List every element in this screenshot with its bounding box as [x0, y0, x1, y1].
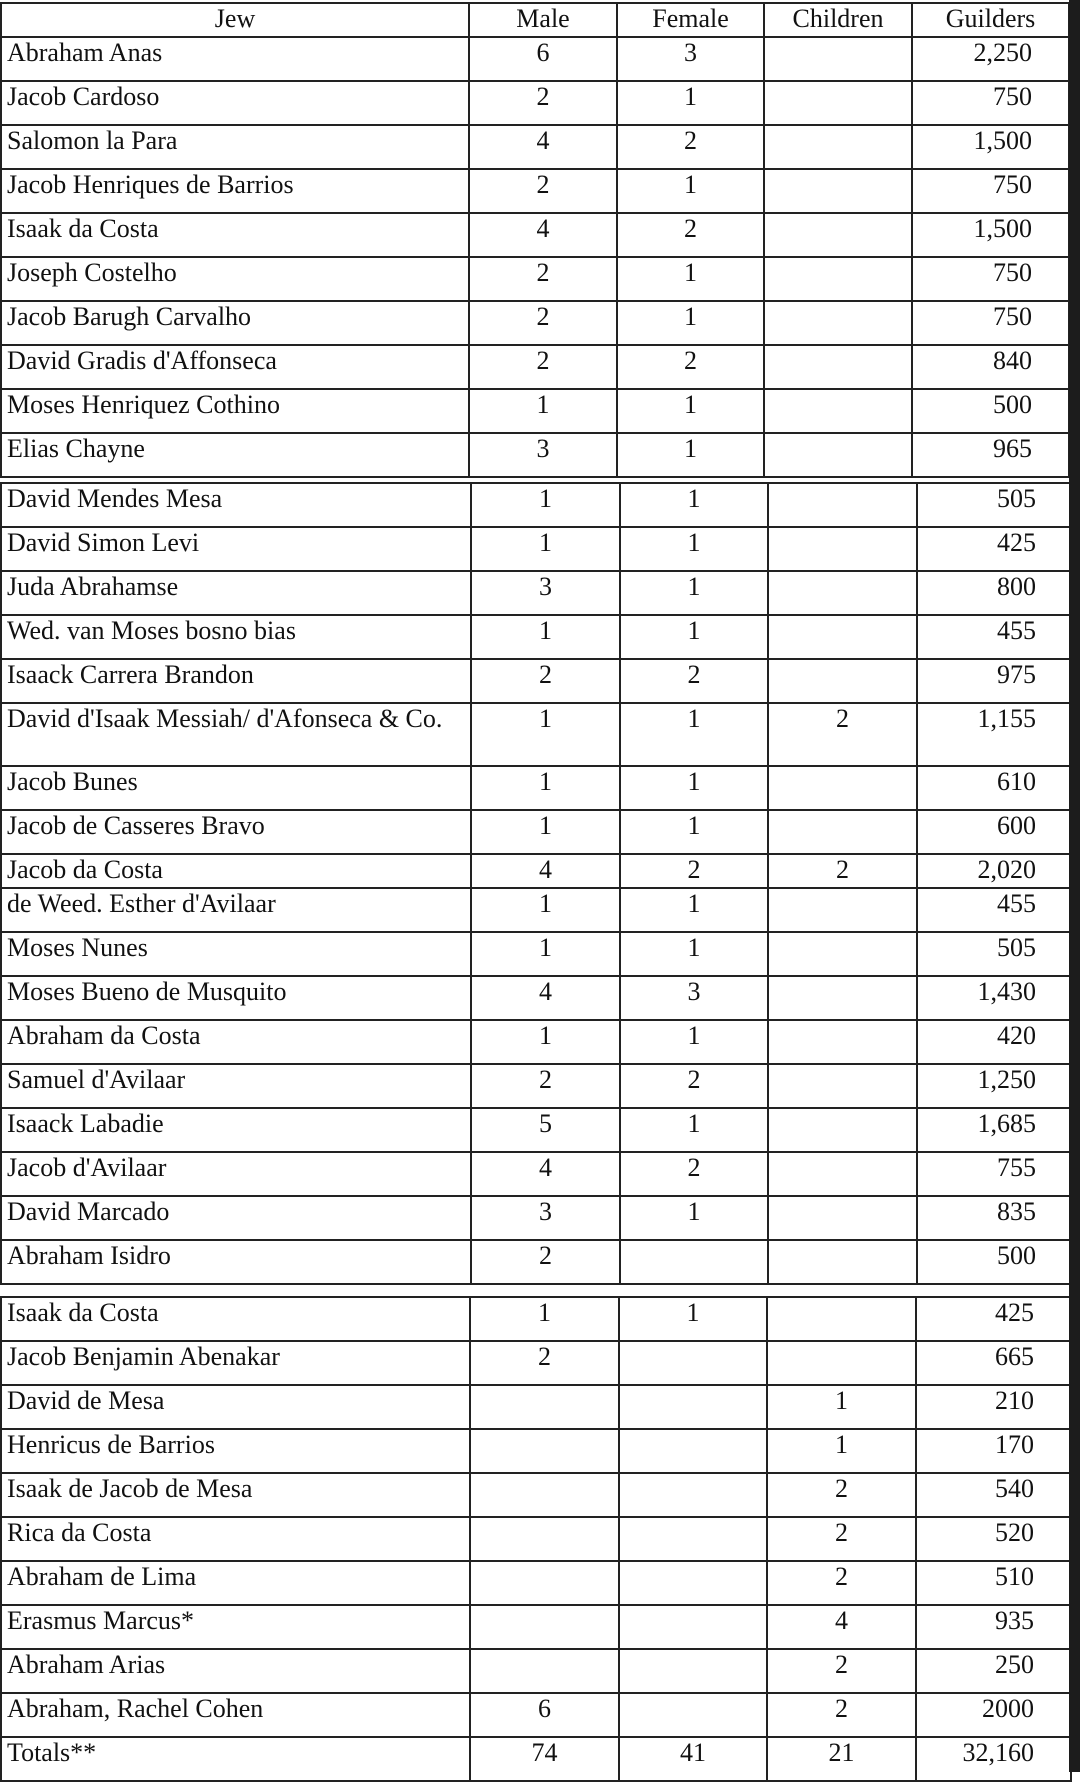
cell-guilders: 755 — [917, 1152, 1073, 1196]
cell-children: 2 — [767, 1561, 916, 1605]
cell-name: Erasmus Marcus* — [1, 1605, 470, 1649]
table-segment-2 — [0, 482, 1074, 1285]
cell-name: Abraham Arias — [1, 1649, 470, 1693]
cell-guilders: 1,250 — [917, 1064, 1073, 1108]
table-row — [1, 169, 1069, 213]
table-row — [1, 527, 1073, 571]
cell-female — [620, 1240, 768, 1284]
cell-female: 1 — [617, 169, 764, 213]
cell-female: 1 — [620, 703, 768, 766]
cell-female: 1 — [620, 615, 768, 659]
cell-children — [768, 810, 917, 854]
cell-guilders: 540 — [916, 1473, 1071, 1517]
table-row — [1, 483, 1073, 527]
table-row — [1, 433, 1069, 477]
cell-male: 1 — [471, 810, 620, 854]
table-row — [1, 1196, 1073, 1240]
table-row — [1, 1473, 1071, 1517]
cell-female — [619, 1605, 767, 1649]
cell-male: 2 — [469, 301, 617, 345]
cell-guilders: 600 — [917, 810, 1073, 854]
cell-guilders: 420 — [917, 1020, 1073, 1064]
cell-children — [768, 1196, 917, 1240]
cell-children — [764, 169, 912, 213]
cell-children — [768, 766, 917, 810]
cell-children — [764, 345, 912, 389]
cell-guilders: 250 — [916, 1649, 1071, 1693]
cell-male: 2 — [471, 1240, 620, 1284]
cell-male — [470, 1429, 619, 1473]
table-segment-3 — [0, 1296, 1072, 1782]
cell-name: Jacob Henriques de Barrios — [1, 169, 469, 213]
cell-female: 1 — [620, 1108, 768, 1152]
cell-name: Abraham Isidro — [1, 1240, 471, 1284]
cell-male: 1 — [471, 703, 620, 766]
table-row — [1, 766, 1073, 810]
cell-name: Isaack Carrera Brandon — [1, 659, 471, 703]
cell-guilders: 425 — [917, 527, 1073, 571]
cell-female: 2 — [620, 854, 768, 888]
table-row — [1, 1649, 1071, 1693]
cell-children — [764, 213, 912, 257]
cell-children — [767, 1341, 916, 1385]
cell-female: 1 — [617, 81, 764, 125]
cell-name: Jacob de Casseres Bravo — [1, 810, 471, 854]
cell-male: 3 — [471, 571, 620, 615]
cell-guilders: 505 — [917, 932, 1073, 976]
cell-guilders: 750 — [912, 169, 1069, 213]
cell-children — [767, 1297, 916, 1341]
cell-male: 1 — [471, 483, 620, 527]
cell-guilders: 210 — [916, 1385, 1071, 1429]
cell-name: Samuel d'Avilaar — [1, 1064, 471, 1108]
cell-female: 3 — [620, 976, 768, 1020]
cell-female: 1 — [620, 1196, 768, 1240]
cell-name: Isaack Labadie — [1, 1108, 471, 1152]
table-row — [1, 389, 1069, 433]
table-row — [1, 257, 1069, 301]
cell-male: 1 — [471, 527, 620, 571]
cell-guilders: 935 — [916, 1605, 1071, 1649]
cell-guilders: 500 — [912, 389, 1069, 433]
cell-name: David Marcado — [1, 1196, 471, 1240]
cell-name: de Weed. Esther d'Avilaar — [1, 888, 471, 932]
cell-male: 4 — [469, 125, 617, 169]
cell-guilders: 500 — [917, 1240, 1073, 1284]
cell-children — [768, 483, 917, 527]
cell-guilders: 455 — [917, 615, 1073, 659]
cell-name: Abraham, Rachel Cohen — [1, 1693, 470, 1737]
cell-female: 1 — [620, 888, 768, 932]
cell-name: Moses Henriquez Cothino — [1, 389, 469, 433]
cell-female: 2 — [617, 345, 764, 389]
header-guilders: Guilders — [912, 3, 1069, 37]
cell-name: Salomon la Para — [1, 125, 469, 169]
cell-male: 2 — [471, 659, 620, 703]
cell-male — [470, 1561, 619, 1605]
cell-children — [768, 659, 917, 703]
cell-male — [470, 1473, 619, 1517]
cell-name: Abraham de Lima — [1, 1561, 470, 1605]
cell-guilders: 510 — [916, 1561, 1071, 1605]
table-row — [1, 1297, 1071, 1341]
cell-name: Isaak da Costa — [1, 1297, 470, 1341]
cell-name: Abraham Anas — [1, 37, 469, 81]
cell-name: Moses Bueno de Musquito — [1, 976, 471, 1020]
cell-children — [764, 257, 912, 301]
cell-guilders: 750 — [912, 301, 1069, 345]
cell-female: 1 — [619, 1297, 767, 1341]
cell-male: 1 — [471, 1020, 620, 1064]
cell-guilders: 2,250 — [912, 37, 1069, 81]
table-row — [1, 854, 1073, 888]
cell-name: Joseph Costelho — [1, 257, 469, 301]
cell-name: David d'Isaak Messiah/ d'Afonseca & Co. — [1, 703, 471, 766]
table-row — [1, 615, 1073, 659]
cell-guilders: 965 — [912, 433, 1069, 477]
table-row — [1, 1341, 1071, 1385]
cell-guilders: 1,500 — [912, 213, 1069, 257]
cell-male: 4 — [469, 213, 617, 257]
cell-guilders: 800 — [917, 571, 1073, 615]
cell-female: 2 — [617, 125, 764, 169]
cell-male: 1 — [471, 615, 620, 659]
cell-female: 3 — [617, 37, 764, 81]
cell-children: 2 — [767, 1473, 916, 1517]
table-row — [1, 1064, 1073, 1108]
cell-male: 5 — [471, 1108, 620, 1152]
cell-male: 2 — [469, 345, 617, 389]
cell-female — [619, 1473, 767, 1517]
cell-male: 3 — [469, 433, 617, 477]
cell-children — [768, 1152, 917, 1196]
cell-guilders: 2000 — [916, 1693, 1071, 1737]
cell-name: David Simon Levi — [1, 527, 471, 571]
cell-children: 4 — [767, 1605, 916, 1649]
table-row — [1, 125, 1069, 169]
cell-male: 1 — [471, 932, 620, 976]
table-row — [1, 1429, 1071, 1473]
cell-children — [764, 37, 912, 81]
totals-row — [1, 1737, 1071, 1781]
cell-name: David de Mesa — [1, 1385, 470, 1429]
cell-name: Elias Chayne — [1, 433, 469, 477]
table-row — [1, 932, 1073, 976]
table-row — [1, 1605, 1071, 1649]
cell-guilders: 750 — [912, 257, 1069, 301]
table-row — [1, 810, 1073, 854]
cell-guilders: 505 — [917, 483, 1073, 527]
table-row — [1, 1020, 1073, 1064]
cell-male: 4 — [471, 976, 620, 1020]
cell-children — [768, 615, 917, 659]
table-row — [1, 888, 1073, 932]
cell-guilders: 32,160 — [916, 1737, 1071, 1781]
cell-female: 1 — [617, 257, 764, 301]
cell-guilders: 750 — [912, 81, 1069, 125]
cell-male: 2 — [471, 1064, 620, 1108]
cell-female: 1 — [620, 766, 768, 810]
table-row — [1, 1385, 1071, 1429]
cell-female — [619, 1649, 767, 1693]
table-row — [1, 37, 1069, 81]
cell-female — [619, 1341, 767, 1385]
cell-female: 1 — [620, 1020, 768, 1064]
header-jew: Jew — [1, 3, 469, 37]
cell-guilders: 170 — [916, 1429, 1071, 1473]
header-female: Female — [617, 3, 764, 37]
cell-children: 2 — [767, 1693, 916, 1737]
cell-female: 1 — [620, 571, 768, 615]
cell-children — [768, 932, 917, 976]
cell-male — [470, 1385, 619, 1429]
table-header-row — [1, 3, 1069, 37]
cell-name: Jacob Cardoso — [1, 81, 469, 125]
cell-children: 1 — [767, 1385, 916, 1429]
table-row — [1, 213, 1069, 257]
cell-children — [764, 389, 912, 433]
table-row — [1, 1517, 1071, 1561]
cell-name: Totals** — [1, 1737, 470, 1781]
cell-male: 6 — [469, 37, 617, 81]
cell-female: 41 — [619, 1737, 767, 1781]
cell-name: Jacob d'Avilaar — [1, 1152, 471, 1196]
cell-guilders: 975 — [917, 659, 1073, 703]
cell-female: 1 — [617, 389, 764, 433]
cell-name: David Mendes Mesa — [1, 483, 471, 527]
page-edge-shadow — [1069, 0, 1080, 1772]
cell-guilders: 455 — [917, 888, 1073, 932]
table-row — [1, 345, 1069, 389]
cell-male: 4 — [471, 1152, 620, 1196]
cell-guilders: 425 — [916, 1297, 1071, 1341]
cell-guilders: 1,685 — [917, 1108, 1073, 1152]
cell-female: 2 — [620, 659, 768, 703]
cell-children: 1 — [767, 1429, 916, 1473]
cell-female — [619, 1429, 767, 1473]
cell-children — [764, 433, 912, 477]
cell-name: Abraham da Costa — [1, 1020, 471, 1064]
cell-male: 1 — [469, 389, 617, 433]
cell-children: 2 — [768, 703, 917, 766]
cell-guilders: 520 — [916, 1517, 1071, 1561]
table-row — [1, 571, 1073, 615]
cell-name: Jacob Benjamin Abenakar — [1, 1341, 470, 1385]
cell-name: Juda Abrahamse — [1, 571, 471, 615]
cell-male: 4 — [471, 854, 620, 888]
cell-male: 2 — [470, 1341, 619, 1385]
cell-children — [764, 301, 912, 345]
cell-name: Moses Nunes — [1, 932, 471, 976]
cell-female — [619, 1561, 767, 1605]
table-row — [1, 1108, 1073, 1152]
cell-female: 1 — [620, 932, 768, 976]
cell-children — [768, 527, 917, 571]
cell-female: 2 — [617, 213, 764, 257]
header-children: Children — [764, 3, 912, 37]
cell-female — [619, 1517, 767, 1561]
table-row — [1, 1693, 1071, 1737]
cell-guilders: 840 — [912, 345, 1069, 389]
cell-male: 1 — [471, 888, 620, 932]
cell-male: 1 — [470, 1297, 619, 1341]
cell-guilders: 1,155 — [917, 703, 1073, 766]
cell-male: 2 — [469, 257, 617, 301]
cell-children — [764, 125, 912, 169]
cell-guilders: 665 — [916, 1341, 1071, 1385]
table-row — [1, 1240, 1073, 1284]
cell-name: Henricus de Barrios — [1, 1429, 470, 1473]
table-row — [1, 301, 1069, 345]
cell-guilders: 610 — [917, 766, 1073, 810]
cell-male: 6 — [470, 1693, 619, 1737]
cell-name: David Gradis d'Affonseca — [1, 345, 469, 389]
cell-male: 1 — [471, 766, 620, 810]
cell-female — [619, 1385, 767, 1429]
cell-female: 2 — [620, 1064, 768, 1108]
cell-male: 74 — [470, 1737, 619, 1781]
table-row — [1, 1561, 1071, 1605]
cell-children — [768, 888, 917, 932]
cell-name: Isaak da Costa — [1, 213, 469, 257]
cell-guilders: 2,020 — [917, 854, 1073, 888]
cell-guilders: 835 — [917, 1196, 1073, 1240]
table-row — [1, 976, 1073, 1020]
cell-children — [768, 976, 917, 1020]
header-male: Male — [469, 3, 617, 37]
cell-female: 2 — [620, 1152, 768, 1196]
cell-female: 1 — [617, 433, 764, 477]
table-row — [1, 1152, 1073, 1196]
cell-children — [768, 1064, 917, 1108]
cell-name: Rica da Costa — [1, 1517, 470, 1561]
cell-children — [768, 1240, 917, 1284]
cell-male — [470, 1605, 619, 1649]
cell-name: Isaak de Jacob de Mesa — [1, 1473, 470, 1517]
cell-male — [470, 1517, 619, 1561]
cell-children — [768, 571, 917, 615]
cell-name: Jacob Barugh Carvalho — [1, 301, 469, 345]
table-row — [1, 81, 1069, 125]
cell-male: 2 — [469, 81, 617, 125]
cell-children — [768, 1108, 917, 1152]
cell-female: 1 — [620, 810, 768, 854]
table-row — [1, 659, 1073, 703]
cell-children — [768, 1020, 917, 1064]
cell-children: 2 — [767, 1517, 916, 1561]
cell-female — [619, 1693, 767, 1737]
cell-female: 1 — [617, 301, 764, 345]
cell-female: 1 — [620, 527, 768, 571]
cell-name: Wed. van Moses bosno bias — [1, 615, 471, 659]
cell-guilders: 1,430 — [917, 976, 1073, 1020]
cell-name: Jacob da Costa — [1, 854, 471, 888]
table-row — [1, 703, 1073, 766]
cell-children: 21 — [767, 1737, 916, 1781]
table-segment-1 — [0, 2, 1070, 478]
cell-female: 1 — [620, 483, 768, 527]
cell-male: 2 — [469, 169, 617, 213]
cell-guilders: 1,500 — [912, 125, 1069, 169]
cell-children: 2 — [767, 1649, 916, 1693]
cell-name: Jacob Bunes — [1, 766, 471, 810]
cell-children — [764, 81, 912, 125]
cell-male: 3 — [471, 1196, 620, 1240]
cell-children: 2 — [768, 854, 917, 888]
cell-male — [470, 1649, 619, 1693]
